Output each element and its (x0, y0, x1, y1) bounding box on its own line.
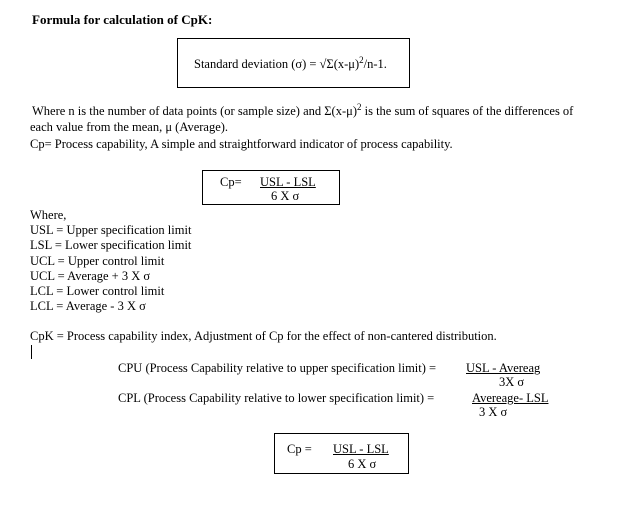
cpu-denominator: 3X σ (499, 375, 525, 389)
std-dev-suffix: /n-1. (363, 57, 387, 71)
cp-formula-denominator: 6 X σ (271, 189, 300, 203)
where-item-ucl-formula: UCL = Average + 3 X σ (30, 269, 151, 283)
cp-formula-2-denominator: 6 X σ (348, 457, 377, 471)
explanation-exponent: 2 (356, 101, 362, 112)
cpu-label: CPU (Process Capability relative to upper specification limit) = (118, 361, 437, 375)
cpl-denominator: 3 X σ (479, 405, 508, 419)
where-item-ucl: UCL = Upper control limit (30, 254, 165, 268)
std-dev-exponent: 2 (359, 54, 364, 65)
cpk-definition: CpK = Process capability index, Adjustment of Cp for the effect of non-cantered distribution. (30, 329, 497, 343)
std-dev-formula (194, 54, 387, 72)
std-dev-prefix: Standard deviation (σ) = √Σ(x-μ) (194, 57, 360, 71)
explanation-line-1-b: is the sum of squares of the differences of (364, 104, 574, 118)
cp-formula-box-2 (274, 433, 409, 474)
explanation-line-1 (32, 101, 574, 119)
cp-formula-label: Cp= (220, 175, 242, 189)
where-item-usl: USL = Upper specification limit (30, 223, 192, 237)
where-item-lsl: LSL = Lower specification limit (30, 238, 192, 252)
std-dev-formula-box (177, 38, 410, 88)
cp-formula-2-numerator: USL - LSL (333, 442, 389, 456)
explanation-line-1-a: Where n is the number of data points (or sample size) and Σ(x-μ) (32, 104, 357, 118)
cp-formula-numerator: USL - LSL (260, 175, 316, 189)
where-item-lcl: LCL = Lower control limit (30, 284, 165, 298)
cp-definition: Cp= Process capability, A simple and straightforward indicator of process capability. (30, 137, 453, 151)
where-heading: Where, (30, 208, 67, 222)
page-title: Formula for calculation of CpK: (32, 12, 213, 27)
explanation-line-2: each value from the mean, μ (Average). (30, 120, 229, 134)
cp-formula-2-label: Cp = (287, 442, 312, 456)
cpl-numerator: Avereage- LSL (472, 391, 549, 405)
cpl-label: CPL (Process Capability relative to lower specification limit) = (118, 391, 435, 405)
text-cursor (31, 345, 32, 359)
cp-formula-box (202, 170, 340, 205)
where-item-lcl-formula: LCL = Average - 3 X σ (30, 299, 146, 313)
cpu-numerator: USL - Avereag (466, 361, 541, 375)
